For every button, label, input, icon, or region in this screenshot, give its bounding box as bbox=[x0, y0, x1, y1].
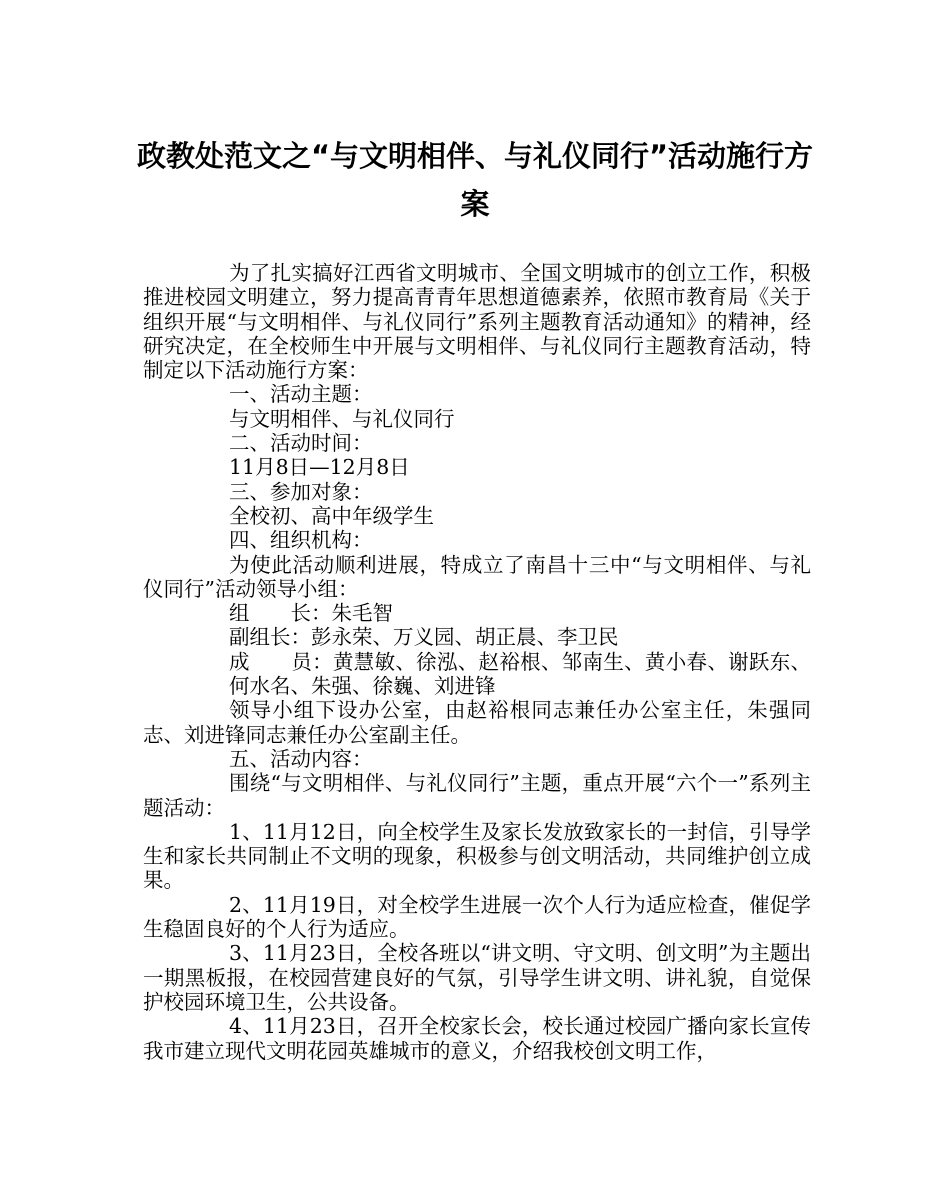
leader-label: 组 长： bbox=[229, 601, 332, 626]
activity-item: 4、11月23日，召开全校家长会，校长通过校园广播向家长宣传我市建立现代文明花园英雄城市的意义，介绍我校创文明工作， bbox=[143, 1014, 811, 1063]
members-label: 成 员： bbox=[229, 649, 333, 674]
participants-content: 全校初、高中年级学生 bbox=[229, 503, 434, 528]
section-heading-theme: 一、活动主题： bbox=[229, 382, 373, 407]
time-content: 11月8日—12月8日 bbox=[229, 455, 410, 480]
document-title: 政教处范文之“与文明相伴、与礼仪同行”活动施行方案 bbox=[136, 139, 814, 221]
leader-name: 朱毛智 bbox=[331, 601, 393, 626]
document-body bbox=[143, 261, 811, 1063]
deputy-label: 副组长： bbox=[229, 625, 311, 650]
leader-line bbox=[143, 601, 811, 625]
members-names: 黄慧敏、徐泓、赵裕根、邹南生、黄小春、谢跃东、何水名、朱强、徐巍、刘进锋 bbox=[229, 649, 812, 699]
members-line bbox=[143, 650, 811, 699]
deputy-names: 彭永荣、万义园、胡正晨、李卫民 bbox=[311, 625, 619, 650]
theme-content: 与文明相伴、与礼仪同行 bbox=[229, 406, 455, 431]
office-note: 领导小组下设办公室，由赵裕根同志兼任办公室主任，朱强同志、刘进锋同志兼任办公室副主任。 bbox=[143, 698, 811, 747]
section-heading-organization: 四、组织机构： bbox=[229, 528, 373, 553]
activity-item: 3、11月23日，全校各班以“讲文明、守文明、创文明”为主题出一期黑板报，在校园营建良好的气氛，引导学生讲文明、讲礼貌，自觉保护校园环境卫生，公共设备。 bbox=[143, 941, 811, 1014]
intro-paragraph: 为了扎实搞好江西省文明城市、全国文明城市的创立工作，积极推进校园文明建立，努力提高青青年思想道德素养，依照市教育局《关于组织开展“与文明相伴、与礼仪同行”系列主题教育活动通知》的精神，经研究决定，在全校师生中开展与文明相伴、与礼仪同行主题教育活动，特制定以下活动施行方案： bbox=[143, 261, 811, 383]
section-heading-content: 五、活动内容： bbox=[229, 746, 373, 771]
organization-intro: 为使此活动顺利进展，特成立了南昌十三中“与文明相伴、与礼仪同行”活动领导小组： bbox=[143, 552, 811, 601]
deputy-line bbox=[143, 625, 811, 649]
content-intro: 围绕“与文明相伴、与礼仪同行”主题，重点开展“六个一”系列主题活动： bbox=[143, 771, 811, 820]
activity-item: 1、11月12日，向全校学生及家长发放致家长的一封信，引导学生和家长共同制止不文明的现象，积极参与创文明活动，共同维护创立成果。 bbox=[143, 819, 811, 893]
activity-item: 2、11月19日，对全校学生进展一次个人行为适应检查，催促学生稳固良好的个人行为适应。 bbox=[143, 892, 811, 942]
section-heading-time: 二、活动时间： bbox=[229, 431, 373, 456]
section-heading-participants: 三、参加对象： bbox=[229, 479, 373, 504]
